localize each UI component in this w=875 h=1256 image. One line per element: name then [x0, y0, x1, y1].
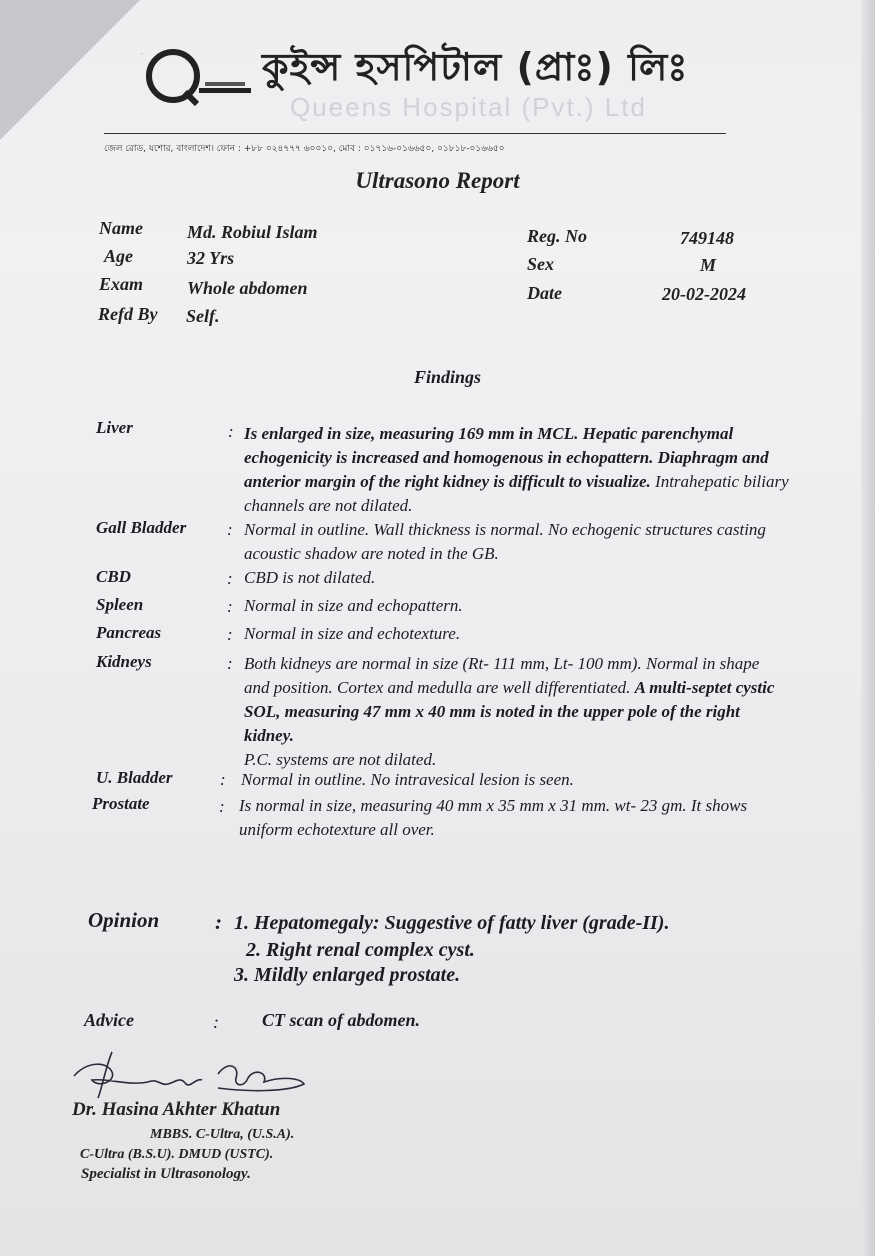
- opinion-item: 3. Mildly enlarged prostate.: [234, 964, 461, 986]
- exam-label: Exam: [99, 274, 144, 294]
- findings-heading: Findings: [413, 367, 482, 387]
- opinion-label: Opinion: [88, 908, 160, 932]
- kidneys-finding-bold: A multi-septet cystic SOL, measuring 47 mm x 40 mm is noted in the upper pole of the right kidney.: [244, 678, 775, 745]
- advice-text: CT scan of abdomen.: [262, 1010, 421, 1030]
- patient-sex: M: [700, 255, 717, 275]
- date-label: Date: [527, 283, 562, 303]
- reg-label: Reg. No: [527, 226, 587, 246]
- urinary-bladder-label: U. Bladder: [96, 768, 173, 787]
- gall-bladder-label: Gall Bladder: [96, 518, 187, 537]
- colon: :: [220, 770, 226, 789]
- name-label: Name: [99, 218, 143, 238]
- doctor-specialty: Specialist in Ultrasonology.: [81, 1166, 251, 1182]
- prostate-label: Prostate: [92, 794, 150, 813]
- opinion-item: 1. Hepatomegaly: Suggestive of fatty liver (grade-II).: [234, 912, 670, 934]
- kidneys-label: Kidneys: [96, 652, 152, 671]
- svg-text:.: .: [141, 49, 143, 56]
- opinion-item: 2. Right renal complex cyst.: [246, 939, 475, 961]
- reg-number: 749148: [680, 228, 734, 248]
- kidneys-finding-pc: P.C. systems are not dilated.: [244, 750, 437, 769]
- colon: :: [227, 520, 233, 539]
- referred-by: Self.: [186, 306, 220, 326]
- exam-type: Whole abdomen: [187, 278, 308, 298]
- colon: :: [228, 422, 234, 441]
- spleen-label: Spleen: [96, 595, 144, 614]
- sex-label: Sex: [527, 254, 554, 274]
- hospital-name-watermark: Queens Hospital (Pvt.) Ltd: [290, 92, 647, 122]
- colon: :: [227, 654, 233, 673]
- liver-finding: [244, 422, 804, 518]
- liver-finding-bold: Is enlarged in size, measuring 169 mm in MCL. Hepatic parenchymal echogenicity is increased and homogenous in echopattern. Diaphragm and anterior margin of the right kidney is difficult to visualize.: [244, 424, 769, 491]
- doctor-signature: [68, 1048, 328, 1104]
- patient-age: 32 Yrs: [187, 248, 235, 268]
- hospital-logo: [135, 42, 255, 112]
- pancreas-label: Pancreas: [96, 623, 162, 642]
- urinary-bladder-finding: Normal in outline. No intravesical lesion is seen.: [241, 770, 574, 789]
- patient-name: Md. Robiul Islam: [187, 222, 318, 242]
- pancreas-finding: Normal in size and echotexture.: [244, 624, 461, 643]
- hospital-name-bangla: কুইন্স হসপিটাল (প্রাঃ) লিঃ: [262, 45, 689, 89]
- folded-corner: [0, 0, 140, 140]
- doctor-qualification-2: C-Ultra (B.S.U). DMUD (USTC).: [80, 1147, 274, 1162]
- colon: :: [227, 625, 233, 644]
- spleen-finding: Normal in size and echopattern.: [244, 596, 463, 615]
- doctor-qualification-1: MBBS. C-Ultra, (U.S.A).: [150, 1127, 295, 1142]
- colon: :: [215, 910, 222, 934]
- report-title: Ultrasono Report: [355, 168, 520, 193]
- colon: :: [219, 797, 225, 816]
- cbd-finding: CBD is not dilated.: [244, 568, 376, 587]
- liver-finding-normal: Intrahepatic biliary channels are not dilated.: [244, 472, 789, 515]
- kidneys-finding: [244, 652, 784, 772]
- doctor-name: Dr. Hasina Akhter Khatun: [72, 1099, 281, 1120]
- cbd-label: CBD: [96, 567, 131, 586]
- age-label: Age: [104, 246, 133, 266]
- gall-bladder-finding: Normal in outline. Wall thickness is normal. No echogenic structures casting acoustic shadow are noted in the GB.: [244, 520, 766, 563]
- hospital-address: জেল রোড, যশোর, বাংলাদেশ। ফোন : +৮৮ ০২৪৭৭৭ ৬০০১০, মোব : ০১৭১৬-০১৬৬৫০, ০১৮১৮-০১৬৬৫০: [104, 144, 505, 154]
- liver-label: Liver: [96, 418, 133, 437]
- report-date: 20-02-2024: [662, 284, 746, 304]
- colon: :: [227, 597, 233, 616]
- colon: :: [227, 569, 233, 588]
- advice-label: Advice: [84, 1010, 134, 1030]
- colon: :: [213, 1012, 219, 1032]
- prostate-finding: Is normal in size, measuring 40 mm x 35 mm x 31 mm. wt- 23 gm. It shows uniform echotexture all over.: [239, 796, 748, 839]
- header-rule: [104, 133, 726, 134]
- kidneys-finding-text: Both kidneys are normal in size (Rt- 111 mm, Lt- 100 mm). Normal in shape and position. Cortex and medulla are well differentiated.: [244, 654, 760, 697]
- refd-label: Refd By: [98, 304, 158, 324]
